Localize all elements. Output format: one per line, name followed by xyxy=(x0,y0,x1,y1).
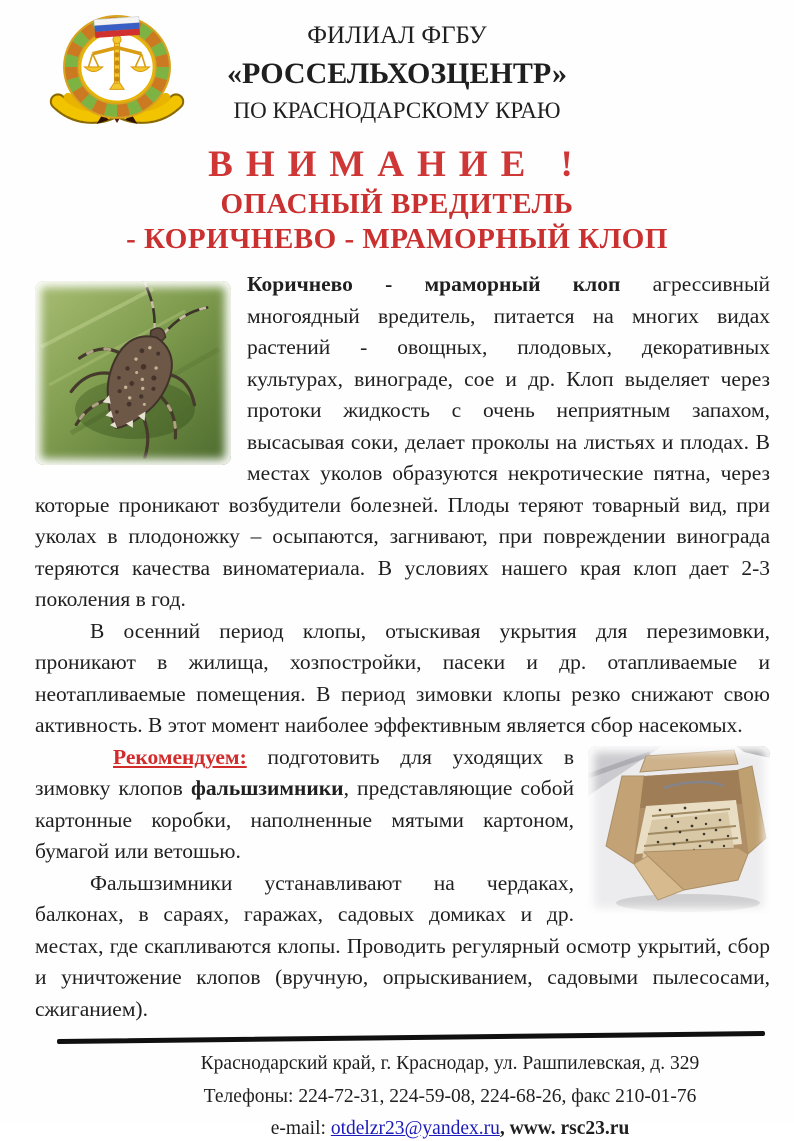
org-name-line2: «РОССЕЛЬХОЗЦЕНТР» xyxy=(227,57,567,91)
footer-divider xyxy=(57,1031,765,1044)
recommendation-text: подготовить для уходящих в зимовку клопов xyxy=(35,744,574,801)
paragraph-description-text: агрессивный многоядный вредитель, питается на многих видах растений - овощных, плодовых, декоративных культурах, винограде, сое и др. Клоп выделяет через протоки жидкость с очень неприятным запахом, высасывая соки, делает проколы на листьях и плодах. В местах уколов образуются некротические пятна, через которые проникают возбудители болезней. Плоды теряют товарный вид, при уколах в плодоножку – осыпаются, загнивают, при повреждении винограда теряются качества виноматериала. В условиях нашего края клоп дает 2-3 поколения в год. xyxy=(35,272,770,612)
email-link[interactable]: otdelzr23@yandex.ru xyxy=(330,1118,500,1140)
falshzimniki-bold: фальшзимники xyxy=(190,776,344,801)
organization-emblem-icon xyxy=(42,14,192,126)
paragraph-description xyxy=(35,269,770,616)
paragraph-autumn-behavior: В осенний период клопы, отыскивая укрытия для перезимовки, проникают в жилища, хозпостройки, пасеки и др. отапливаемые и неотапливаемые помещения. В период зимовки клопы резко снижают свою активность. В этот момент наиболее эффективным является сбор насекомых. xyxy=(35,618,770,738)
website-text: www. rsc23.ru xyxy=(509,1118,630,1140)
alert-subtitle-2: - КОРИЧНЕВО - МРАМОРНЫЙ КЛОП xyxy=(126,223,668,255)
footer-phones: Телефоны: 224-72-31, 224-59-08, 224-68-26, факс 210-01-76 xyxy=(203,1085,697,1107)
stink-bug-photo xyxy=(35,281,231,465)
alert-title: ВНИМАНИЕ ! xyxy=(208,143,586,185)
main-content xyxy=(35,269,770,1025)
alert-block xyxy=(0,142,794,258)
paragraph-lead-bold: Коричнево - мраморный клоп xyxy=(247,272,621,297)
email-label: e-mail: xyxy=(270,1118,331,1140)
footer-address: Краснодарский край, г. Краснодар, ул. Рашпилевская, д. 329 xyxy=(200,1053,700,1075)
paragraph-installation: Фальшзимники устанавливают на чердаках, балконах, в сараях, гаражах, садовых домиках и др. местах, где скапливаются клопы. Проводить регулярный осмотр укрытий, сбор и уничтожение клопов (вручную, опрыскиванием, садовыми пылесосами, сжиганием). xyxy=(35,870,770,1021)
footer-email-line xyxy=(130,1117,770,1140)
recommendation-text-rest: , представляющие собой картонные коробки, наполненные мятыми картоном, бумагой или ветошью. xyxy=(35,776,575,864)
footer-contacts xyxy=(130,1052,770,1140)
recommend-label: Рекомендуем: xyxy=(113,744,247,769)
paragraph-recommendation xyxy=(35,742,770,868)
trap-box-photo xyxy=(588,746,770,914)
alert-subtitle-1: ОПАСНЫЙ ВРЕДИТЕЛЬ xyxy=(220,187,574,220)
org-name-line3: ПО КРАСНОДАРСКОМУ КРАЮ xyxy=(233,97,561,123)
email-suffix: , xyxy=(499,1118,510,1140)
org-name-line1: ФИЛИАЛ ФГБУ xyxy=(307,22,487,49)
